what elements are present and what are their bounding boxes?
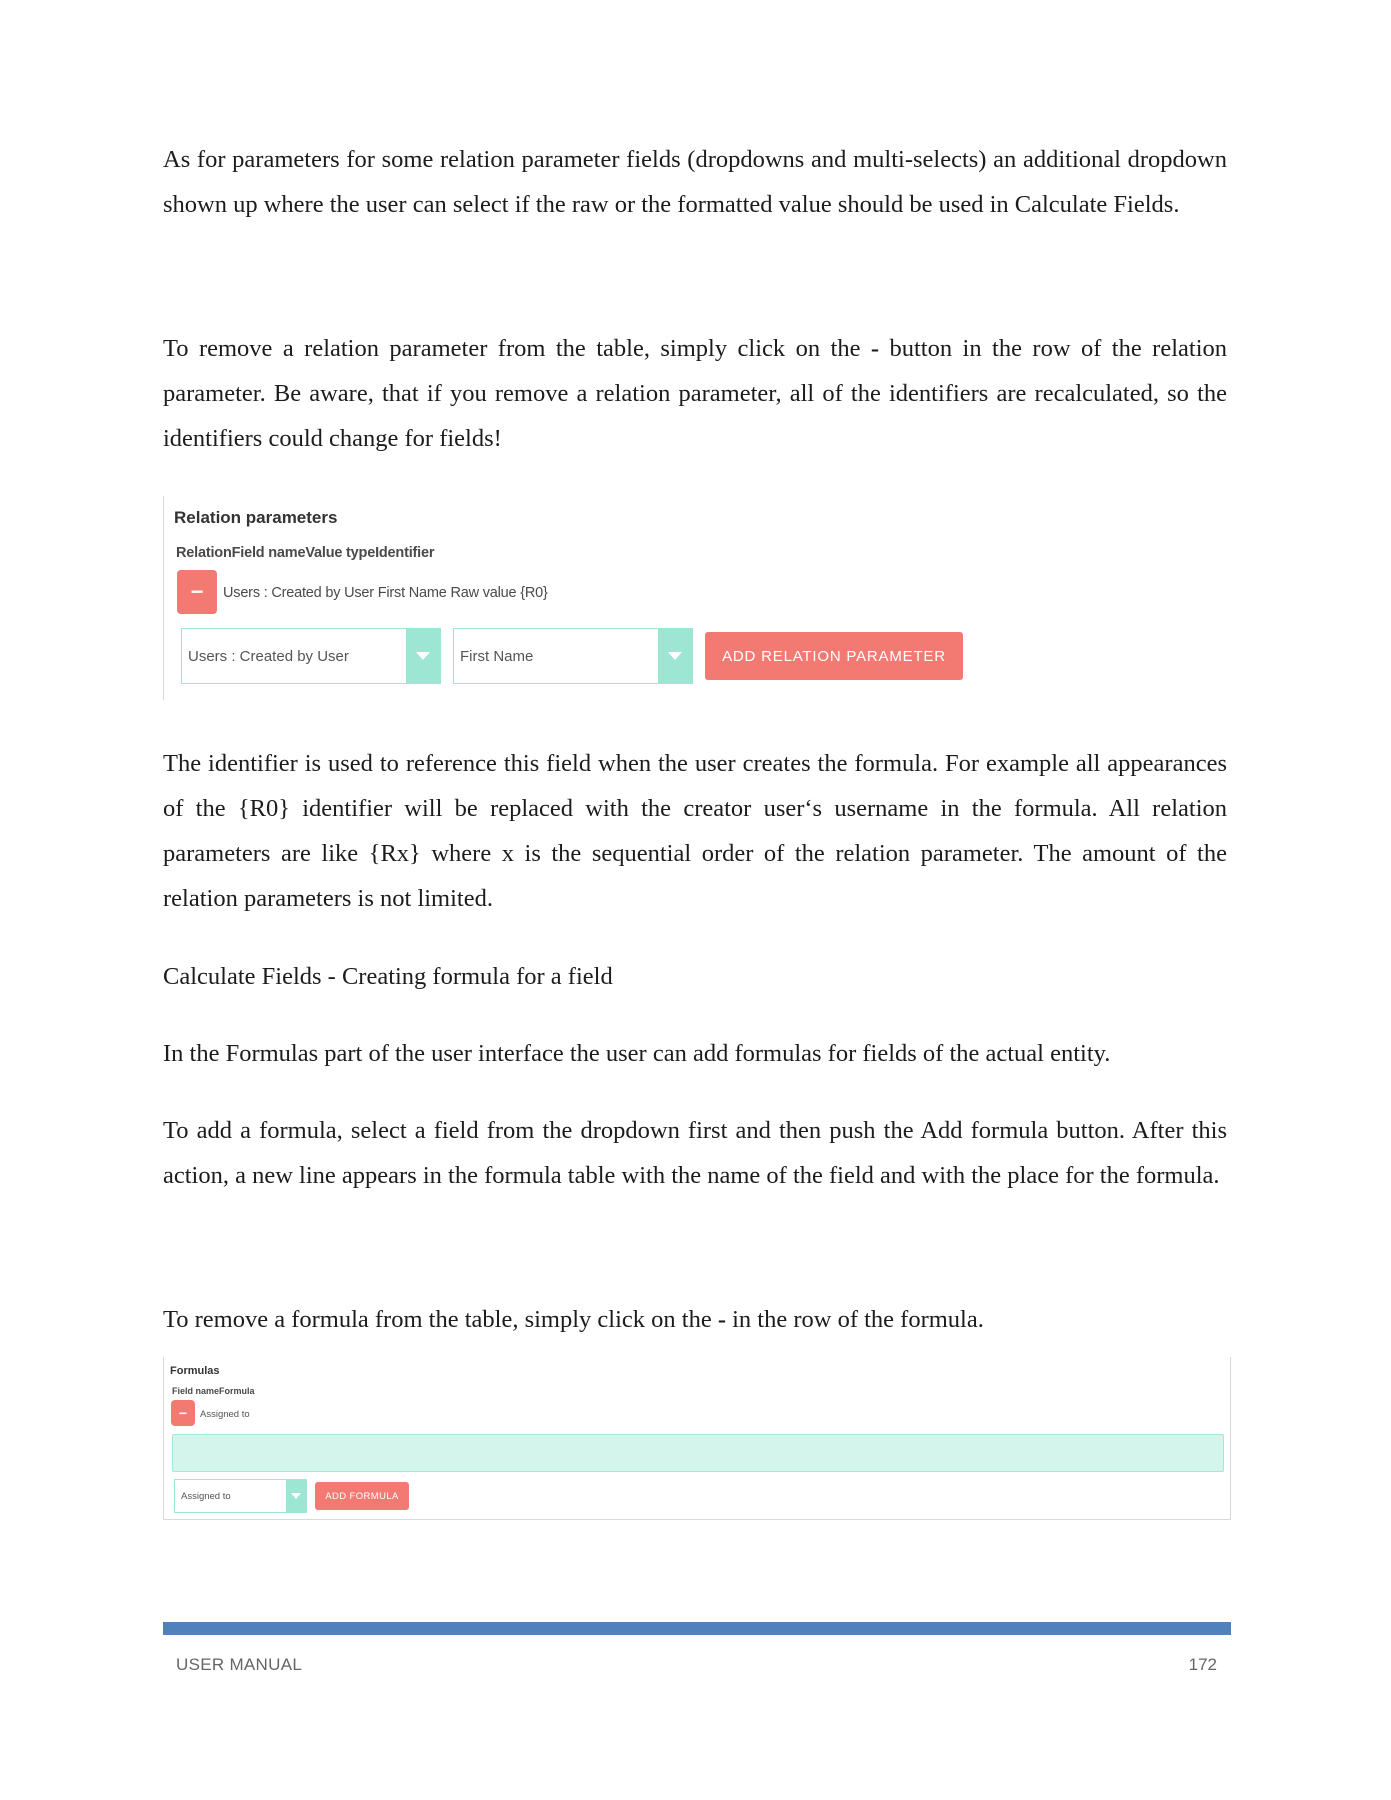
chevron-down-icon[interactable] xyxy=(658,629,692,683)
table-row: Assigned to xyxy=(200,1409,250,1420)
footer-divider xyxy=(163,1622,1231,1635)
paragraph-remove-formula xyxy=(163,1297,1227,1342)
minus-symbol: - xyxy=(717,1306,726,1333)
add-formula-button[interactable]: ADD FORMULA xyxy=(315,1482,409,1510)
text: button in the row of the relation parameter. Be aware, that if you remove a relation parameter, all of the identifiers are recalculated, so the identifiers could change for fields! xyxy=(163,335,1227,452)
paragraph-identifier: The identifier is used to reference this field when the user creates the formula. For example all appearances of the {R0} identifier will be replaced with the creator user‘s username in the formula. All relation parameters are like {Rx} where x is the sequential order of the relation parameter. The amount of the relation parameters is not limited. xyxy=(163,750,1227,912)
field-select[interactable] xyxy=(174,1479,307,1513)
text: in the row of the formula. xyxy=(726,1306,984,1333)
table-row: Users : Created by User First Name Raw value {R0} xyxy=(223,585,548,601)
chevron-down-icon[interactable] xyxy=(286,1480,306,1512)
paragraph-remove-relation xyxy=(163,326,1227,461)
table-header: Field nameFormula xyxy=(172,1386,255,1396)
add-relation-parameter-button[interactable]: ADD RELATION PARAMETER xyxy=(705,632,963,680)
select-value: First Name xyxy=(460,648,534,665)
page-number: 172 xyxy=(1188,1655,1217,1674)
remove-formula-button[interactable]: − xyxy=(171,1400,195,1426)
field-select[interactable] xyxy=(453,628,693,684)
select-value: Assigned to xyxy=(181,1491,231,1502)
text: To remove a relation parameter from the table, simply click on the xyxy=(163,335,871,362)
table-header: RelationField nameValue typeIdentifier xyxy=(176,545,435,561)
text: To remove a formula from the table, simply click on the xyxy=(163,1306,718,1333)
relation-select[interactable] xyxy=(181,628,441,684)
panel-title: Formulas xyxy=(170,1365,220,1377)
chevron-down-icon[interactable] xyxy=(406,629,440,683)
formula-input[interactable] xyxy=(172,1434,1224,1472)
paragraph-add-formula: To add a formula, select a field from the dropdown first and then push the Add formula button. After this action, a new line appears in the formula table with the name of the field and with the place for the formula. xyxy=(163,1117,1227,1189)
footer-title: USER MANUAL xyxy=(176,1655,303,1674)
paragraph-formulas-part: In the Formulas part of the user interface the user can add formulas for fields of the actual entity. xyxy=(163,1040,1111,1067)
minus-symbol: - xyxy=(870,335,880,362)
remove-relation-button[interactable]: − xyxy=(177,570,217,614)
section-heading: Calculate Fields - Creating formula for a field xyxy=(163,963,613,990)
paragraph-raw-formatted: As for parameters for some relation parameter fields (dropdowns and multi-selects) an additional dropdown shown up where the user can select if the raw or the formatted value should be used in Calculate Fields. xyxy=(163,146,1227,218)
formulas-panel xyxy=(163,1357,1231,1520)
relation-parameters-panel xyxy=(163,496,964,700)
select-value: Users : Created by User xyxy=(188,648,349,665)
panel-title: Relation parameters xyxy=(174,508,338,527)
